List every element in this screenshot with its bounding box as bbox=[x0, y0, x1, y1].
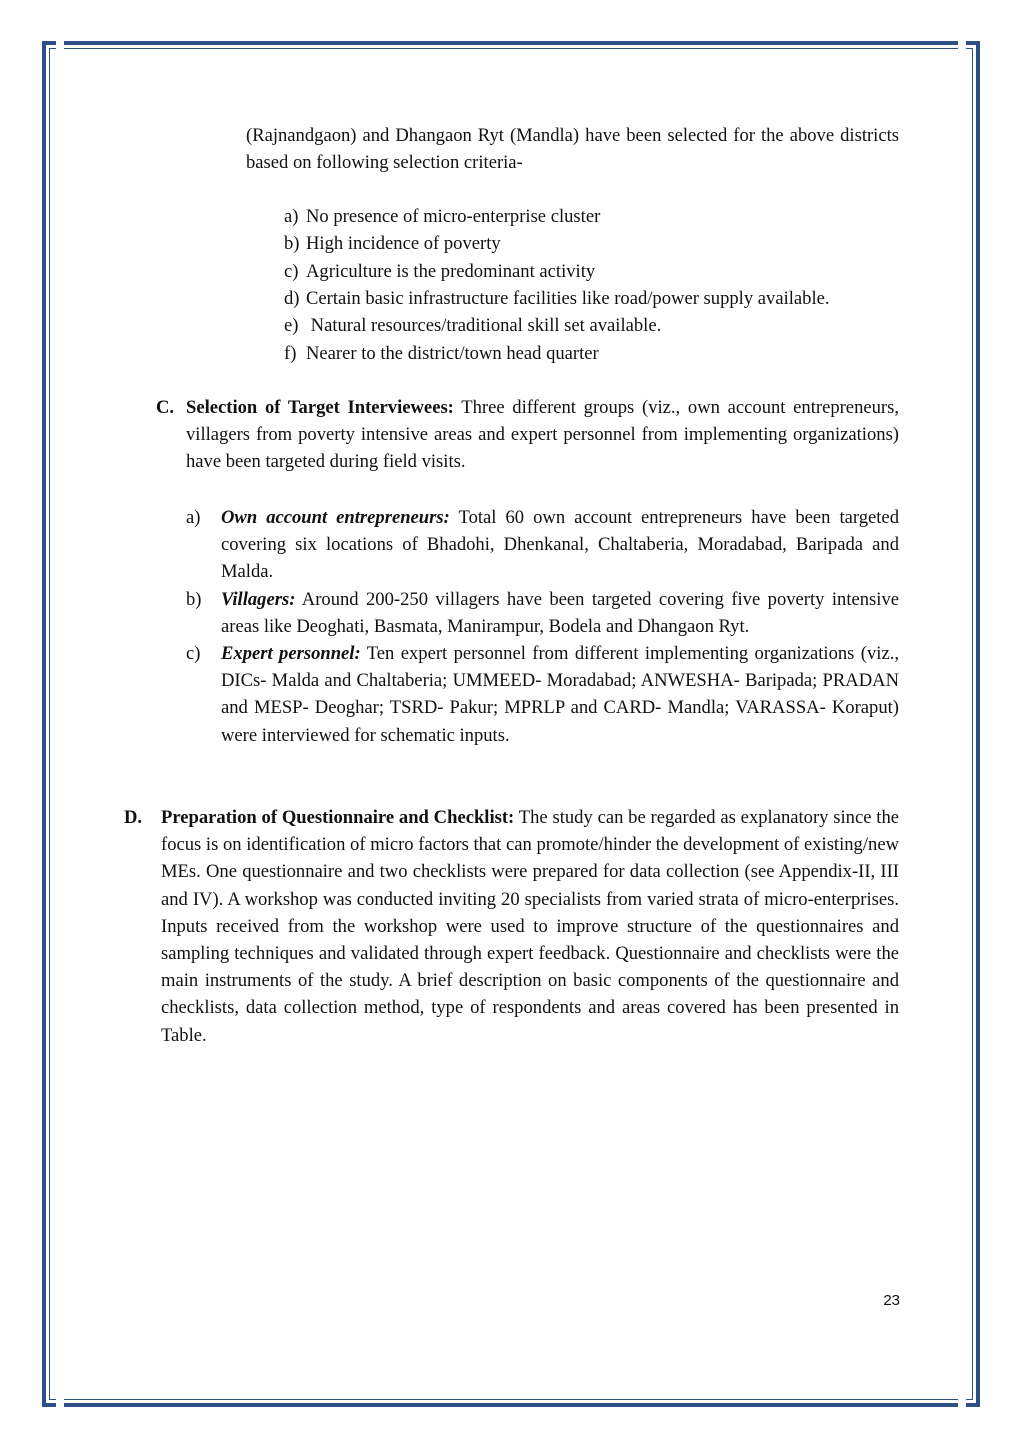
section-c-item-marker: b) bbox=[186, 589, 202, 610]
section-c-item bbox=[221, 640, 899, 749]
criteria-item bbox=[284, 230, 501, 257]
section-c-item-text: Around 200-250 villagers have been targeted covering five poverty intensive areas like Deoghati, Basmata, Manirampur, Bodela and Dhangaon Ryt. bbox=[221, 589, 899, 638]
page-number: 23 bbox=[883, 1292, 900, 1309]
section-c-item bbox=[221, 586, 899, 640]
criteria-marker: c) bbox=[284, 261, 299, 282]
border-corner-notch bbox=[56, 1396, 64, 1412]
border-corner-notch bbox=[958, 1396, 966, 1412]
criteria-marker: f) bbox=[284, 343, 297, 364]
criteria-marker: a) bbox=[284, 206, 299, 227]
criteria-text: Nearer to the district/town head quarter bbox=[306, 343, 599, 364]
section-d-heading: Preparation of Questionnaire and Checklist: bbox=[161, 807, 515, 828]
section-d-paragraph bbox=[161, 804, 899, 1049]
section-d-body: The study can be regarded as explanatory since the focus is on identification of micro factors that can promote/hinder the development of existing/new MEs. One questionnaire and two checklists were prepared for data collection (see Appendix-II, III and IV). A workshop was conducted inviting 20 specialists from varied strata of micro-enterprises. Inputs received from the workshop were used to improve structure of the questionnaires and sampling techniques and validated through expert feedback. Questionnaire and checklists were the main instruments of the study. A brief description on basic components of the questionnaire and checklists, data collection method, type of respondents and areas covered has been presented in Table. bbox=[161, 807, 899, 1046]
section-c-paragraph bbox=[186, 394, 899, 476]
section-c-item-title: Expert personnel: bbox=[221, 643, 361, 664]
criteria-item bbox=[284, 258, 595, 285]
section-c-item-marker: c) bbox=[186, 643, 201, 664]
intro-paragraph: (Rajnandgaon) and Dhangaon Ryt (Mandla) have been selected for the above districts based on following selection criteria- bbox=[246, 125, 899, 174]
section-d-label: D. bbox=[124, 807, 143, 828]
section-c-item-text: Ten expert personnel from different implementing organizations (viz., DICs- Malda and Chaltaberia; UMMEED- Moradabad; ANWESHA- Baripada; PRADAN and MESP- Deoghar; TSRD- Pakur; MPRLP and CARD- Mandla; VARASSA- Koraput) were interviewed for schematic inputs. bbox=[221, 643, 899, 746]
criteria-item bbox=[284, 340, 599, 367]
section-c-item-marker: a) bbox=[186, 507, 201, 528]
criteria-text: Agriculture is the predominant activity bbox=[306, 261, 596, 282]
border-corner-notch bbox=[958, 36, 966, 52]
section-c-label: C. bbox=[156, 397, 175, 418]
border-corner-notch bbox=[56, 36, 64, 52]
criteria-item bbox=[284, 285, 830, 312]
criteria-text: No presence of micro-enterprise cluster bbox=[306, 206, 601, 227]
criteria-item bbox=[284, 203, 600, 230]
section-c-item bbox=[221, 504, 899, 586]
criteria-text: High incidence of poverty bbox=[306, 233, 501, 254]
section-c-heading: Selection of Target Interviewees: bbox=[186, 397, 454, 418]
criteria-marker: b) bbox=[284, 233, 300, 254]
section-c-item-text: Total 60 own account entrepreneurs have been targeted covering six locations of Bhadohi, Dhenkanal, Chaltaberia, Moradabad, Baripada and Malda. bbox=[221, 507, 899, 583]
criteria-marker: e) bbox=[284, 315, 299, 336]
criteria-text: Certain basic infrastructure facilities like road/power supply available. bbox=[306, 288, 830, 309]
criteria-marker: d) bbox=[284, 288, 300, 309]
criteria-text: Natural resources/traditional skill set available. bbox=[306, 315, 662, 336]
section-c-item-title: Own account entrepreneurs: bbox=[221, 507, 450, 528]
section-c-body: Three different groups (viz., own account entrepreneurs, villagers from poverty intensive areas and expert personnel from implementing organizations) have been targeted during field visits. bbox=[186, 397, 899, 473]
criteria-item bbox=[284, 312, 661, 339]
section-c-item-title: Villagers: bbox=[221, 589, 296, 610]
